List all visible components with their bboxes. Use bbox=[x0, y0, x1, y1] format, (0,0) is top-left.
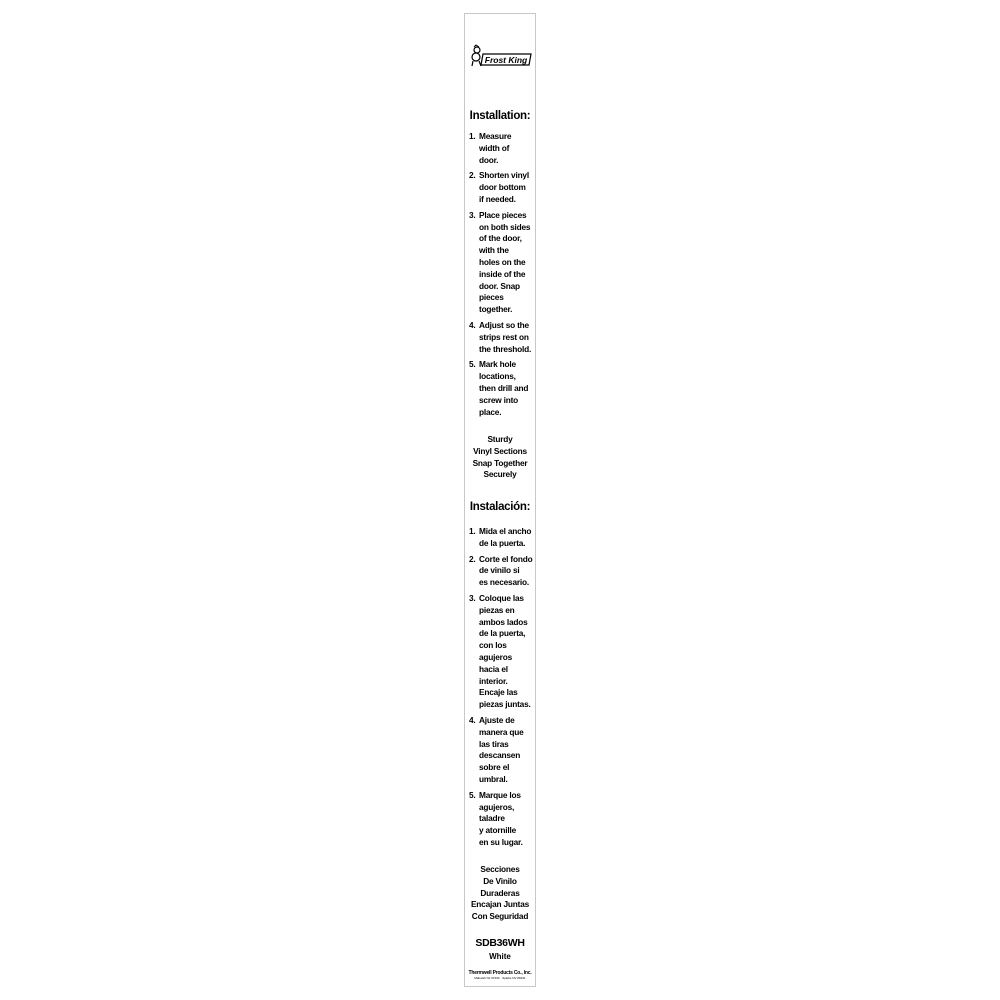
snowman-icon bbox=[470, 44, 532, 68]
step-item bbox=[469, 715, 535, 786]
step-text: Place pieces on both sides of the door, with the holes on the inside of the door. Snap pieces together. bbox=[479, 209, 531, 315]
installation-steps-es bbox=[469, 526, 535, 853]
step-text: Adjust so the strips rest on the threshold. bbox=[479, 319, 532, 354]
step-text: Corte el fondo de vinilo si es necesario. bbox=[479, 553, 533, 588]
tagline-es: Secciones De Vinilo Duraderas Encajan Juntas Con Seguridad bbox=[470, 864, 530, 922]
tagline-en: Sturdy Vinyl Sections Snap Together Securely bbox=[472, 434, 528, 480]
step-item bbox=[469, 593, 535, 711]
step-item bbox=[469, 131, 535, 166]
installation-heading-es: Instalación: bbox=[469, 501, 531, 513]
step-number: 3. bbox=[469, 592, 476, 603]
step-number: 5. bbox=[469, 789, 476, 800]
step-number: 5. bbox=[469, 359, 476, 370]
step-text: Measure width of door. bbox=[479, 131, 512, 165]
step-item bbox=[469, 170, 535, 205]
step-number: 2. bbox=[469, 553, 476, 564]
step-number: 1. bbox=[469, 526, 476, 536]
step-text: Coloque las piezas en ambos lados de la puerta, con los agujeros hacia el interior. Encaje las piezas juntas. bbox=[479, 592, 531, 710]
step-item bbox=[469, 210, 535, 316]
step-text: Mark hole locations, then drill and screw into place. bbox=[479, 359, 529, 417]
manufacturer-address: Mahwah NJ 07430 · Sparks NV 89431 bbox=[474, 976, 526, 980]
step-item bbox=[469, 320, 535, 355]
product-strip bbox=[464, 13, 536, 987]
step-number: 4. bbox=[469, 714, 476, 725]
step-number: 1. bbox=[469, 131, 476, 141]
step-item bbox=[469, 554, 535, 589]
manufacturer-name: Thermwell Products Co., Inc. bbox=[468, 970, 532, 976]
step-text: Ajuste de manera que las tiras descansen sobre el umbral. bbox=[479, 714, 524, 784]
model-number: SDB36WH bbox=[475, 937, 525, 949]
installation-heading-en: Installation: bbox=[469, 110, 531, 122]
step-number: 4. bbox=[469, 319, 476, 330]
step-text: Shorten vinyl door bottom if needed. bbox=[479, 170, 529, 204]
brand-text: Frost King bbox=[484, 55, 528, 65]
installation-steps-en bbox=[469, 131, 535, 422]
step-text: Mida el ancho de la puerta. bbox=[479, 526, 532, 548]
step-item bbox=[469, 790, 535, 849]
step-item bbox=[469, 359, 535, 418]
step-number: 2. bbox=[469, 170, 476, 181]
step-number: 3. bbox=[469, 209, 476, 220]
step-text: Marque los agujeros, taladre y atornille en su lugar. bbox=[479, 789, 523, 847]
step-item bbox=[469, 526, 535, 550]
frost-king-logo bbox=[470, 44, 532, 68]
color-label: White bbox=[489, 952, 511, 961]
